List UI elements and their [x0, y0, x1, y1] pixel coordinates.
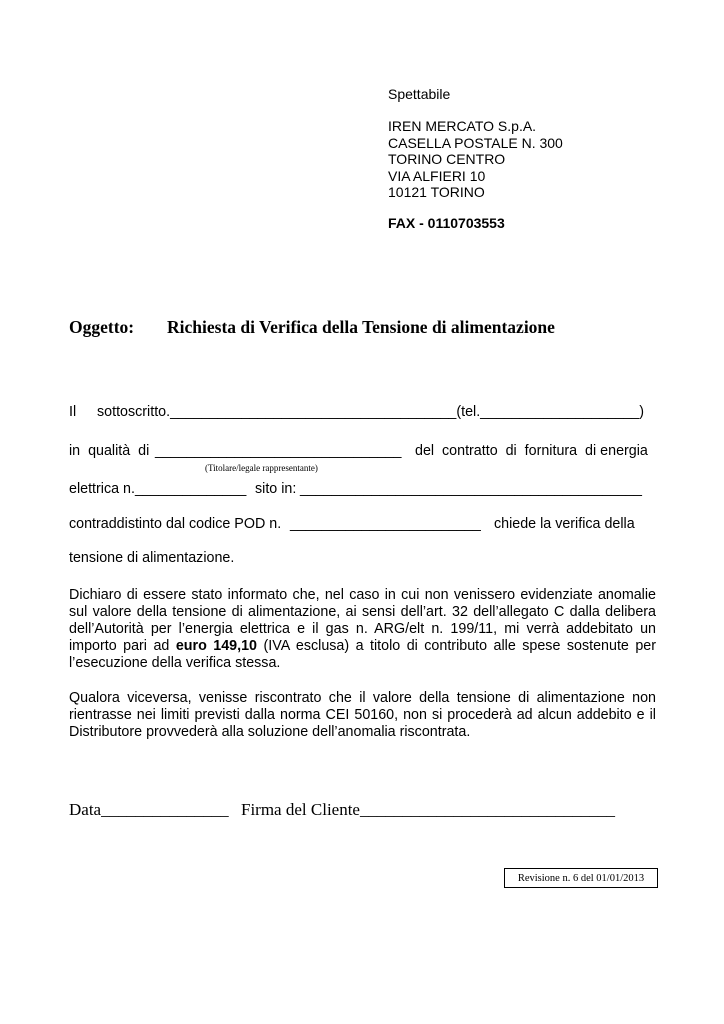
role-field: _______________________________: [155, 443, 402, 459]
form-text: tensione di alimentazione.: [69, 550, 235, 566]
site-address-field: ___________________________________________: [300, 481, 642, 497]
revision-text: Revisione n. 6 del 01/01/2013: [517, 872, 645, 884]
salutation: Spettabile: [388, 86, 451, 102]
address-line: 10121 TORINO: [388, 184, 485, 200]
disclaimer-paragraph: [69, 587, 656, 672]
address-line: VIA ALFIERI 10: [388, 167, 486, 184]
form-text: contraddistinto dal codice POD n.: [69, 516, 282, 532]
form-text: in qualità di: [69, 443, 150, 459]
pod-code-field: ________________________: [290, 516, 481, 532]
date-field: Data_______________: [69, 800, 229, 819]
contract-number-field: elettrica n.______________: [69, 481, 247, 497]
subject-label: Oggetto:: [69, 317, 135, 337]
paragraph-text: Dichiaro di essere stato informato che, nel caso in cui non venissero evidenziate anomalie sul valore della tensione di alimentazione, ai sensi dell’art. 32 dell’allegato C dalla delibera dell’Autorità per l’energia elettrica e il gas n. ARG/elt n. 199/11, mi verrà addebitato un importo pari ad: [69, 587, 656, 654]
role-field-note: (Titolare/legale rappresentante): [205, 463, 318, 473]
no-charge-paragraph: Qualora viceversa, venisse riscontrato che il valore della tensione di alimentazione non rientrasse nei limiti previsti dalla norma CEI 50160, non si procederà ad alcun addebito e il Distributore provvederà alla soluzione dell’anomalia riscontrata.: [69, 690, 656, 740]
form-text: chiede la verifica della: [494, 516, 635, 532]
customer-signature-field: Firma del Cliente______________________________: [241, 800, 615, 819]
form-text: Il: [69, 404, 77, 420]
name-and-phone-field: sottoscritto.____________________________________(tel.____________________): [97, 404, 644, 420]
subject-text: Richiesta di Verifica della Tensione di alimentazione: [167, 317, 555, 337]
address-line: TORINO CENTRO: [388, 151, 506, 167]
revision-box: [504, 868, 658, 888]
address-line: CASELLA POSTALE N. 300: [388, 134, 563, 151]
paragraph-text: (IVA esclusa) a titolo di contributo alle spese sostenute per l’esecuzione della verifica stessa.: [69, 638, 657, 671]
form-text: del contratto di fornitura di energia: [415, 443, 648, 459]
form-text: sito in:: [255, 481, 297, 497]
fax-number: FAX - 0110703553: [388, 215, 505, 231]
address-line: IREN MERCATO S.p.A.: [388, 118, 537, 134]
fee-amount: euro 149,10: [175, 638, 258, 654]
